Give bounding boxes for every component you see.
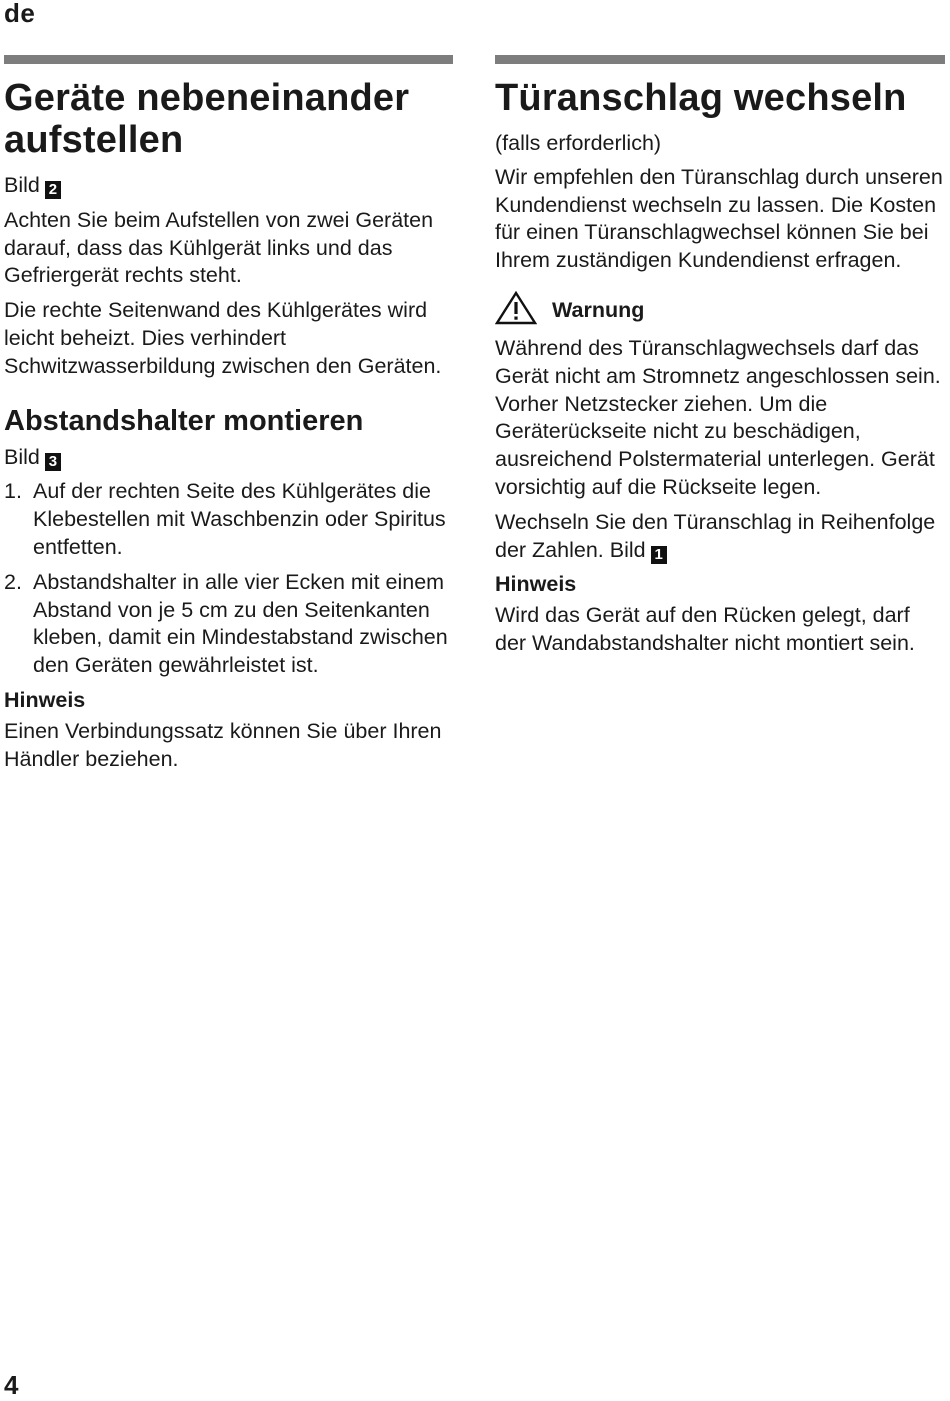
warning-triangle-icon [495, 291, 537, 325]
section-title: Türanschlag wechseln [495, 77, 907, 119]
step-text: Abstandshalter in alle vier Ecken mit einem Abstand von je 5 cm zu den Seitenkanten kleben, damit ein Mindestabstand zwischen den Geräten gewährleistet ist. [33, 569, 448, 678]
language-tag: de [4, 0, 36, 28]
paragraph: Die rechte Seitenwand des Kühlgerätes wird leicht beheizt. Dies verhindert Schwitzwasserbildung zwischen den Geräten. [4, 298, 442, 378]
step-number: 2. [4, 569, 22, 594]
paragraph-text: Wechseln Sie den Türanschlag in Reihenfolge der Zahlen. [495, 509, 936, 562]
step-item [4, 478, 453, 561]
warning-text: Während des Türanschlagwechsels darf das Gerät nicht am Stromnetz angeschlossen sein. Vorher Netzstecker ziehen. Um die Geräterückseite nicht zu beschädigen, ausreichend Polstermaterial unterlegen. Gerät vorsichtig auf die Rückseite legen. [495, 335, 941, 499]
subsection-title: Abstandshalter montieren [4, 404, 364, 437]
step-item [4, 569, 453, 680]
section-subtitle: (falls erforderlich) [495, 131, 662, 155]
figure-reference [4, 444, 453, 472]
section-title: Geräte nebeneinander aufstellen [4, 77, 410, 161]
figure-number-badge: 3 [45, 453, 61, 471]
figure-label: Bild [4, 444, 40, 469]
page-number: 4 [4, 1370, 19, 1400]
step-number: 1. [4, 479, 22, 504]
note-label: Hinweis [4, 687, 86, 712]
figure-label: Bild [609, 537, 646, 562]
left-column [4, 55, 453, 780]
paragraph: Achten Sie beim Aufstellen von zwei Geräten darauf, dass das Kühlgerät links und das Gefriergerät rechts steht. [4, 207, 434, 288]
warning-label: Warnung [552, 298, 645, 323]
note-text: Einen Verbindungssatz können Sie über Ihren Händler beziehen. [4, 718, 442, 771]
steps-list [4, 478, 453, 680]
figure-number-badge: 2 [45, 181, 61, 199]
section-rule [4, 55, 453, 64]
section-rule [495, 55, 945, 64]
note-text: Wird das Gerät auf den Rücken gelegt, darf der Wandabstandshalter nicht montiert sein. [495, 603, 915, 655]
warning-header [495, 291, 945, 325]
note-label: Hinweis [495, 572, 577, 597]
figure-label: Bild [4, 173, 40, 197]
paragraph [495, 509, 945, 565]
figure-number-badge: 1 [651, 546, 667, 564]
figure-reference [4, 172, 453, 200]
step-text: Auf der rechten Seite des Kühlgerätes die Klebestellen mit Waschbenzin oder Spiritus entfetten. [33, 479, 446, 559]
paragraph: Wir empfehlen den Türanschlag durch unseren Kundendienst wechseln zu lassen. Die Kosten für einen Türanschlagwechsel können Sie bei Ihrem zuständigen Kundendienst erfragen. [495, 164, 943, 273]
right-column [495, 55, 945, 665]
